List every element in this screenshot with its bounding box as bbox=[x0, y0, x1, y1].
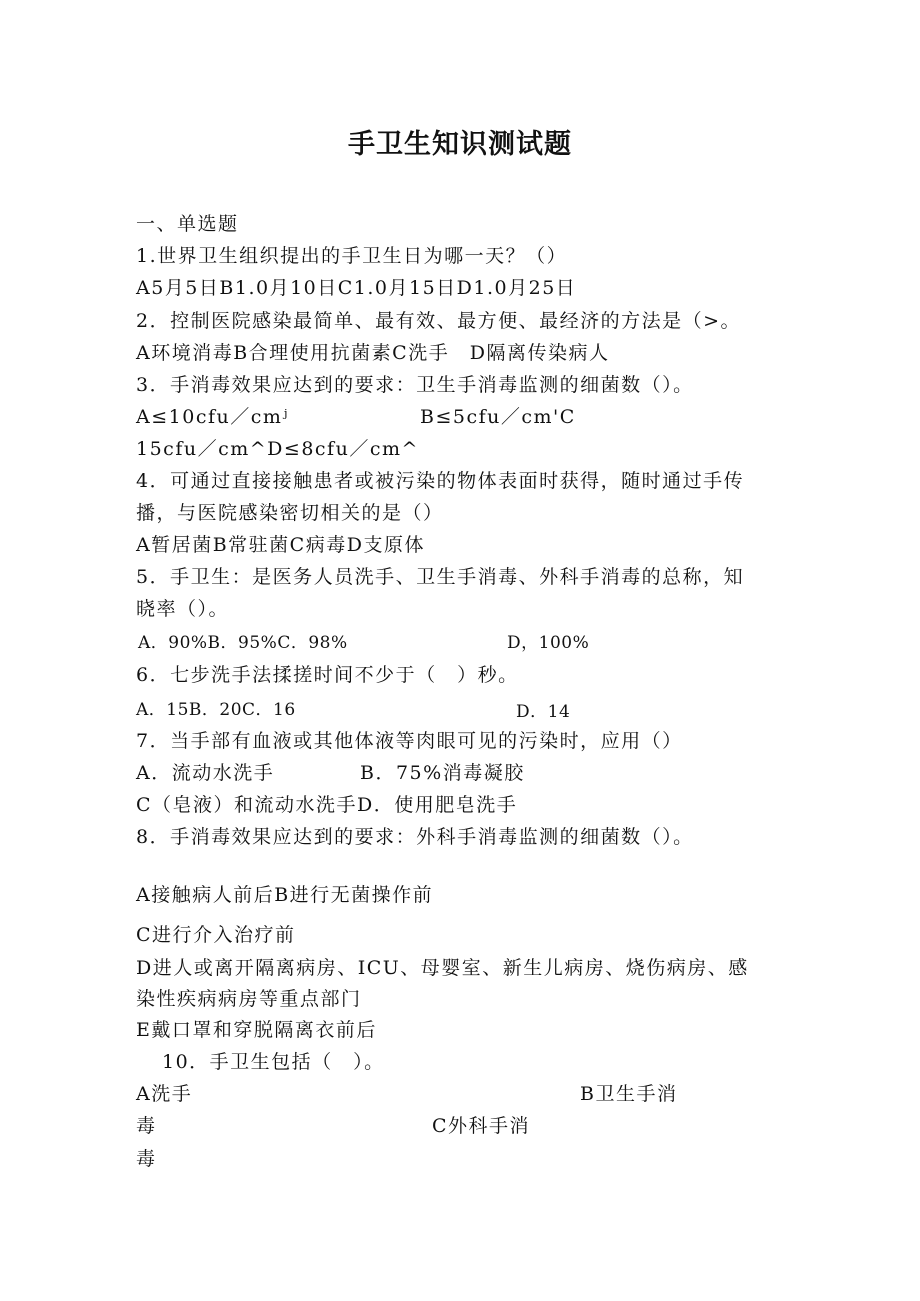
question-7-options-cd: C（皂液）和流动水洗手D．使用肥皂洗手 bbox=[136, 794, 518, 816]
question-9-options-ab: A接触病人前后B进行无菌操作前 bbox=[136, 884, 434, 906]
question-4-line-1: 4．可通过直接接触患者或被污染的物体表面时获得，随时通过手传 bbox=[136, 470, 745, 492]
question-3: 3．手消毒效果应达到的要求：卫生手消毒监测的细菌数（）。 bbox=[136, 374, 694, 396]
question-9-option-d-line-2: 染性疾病病房等重点部门 bbox=[136, 988, 362, 1010]
question-2: 2．控制医院感染最简单、最有效、最方便、最经济的方法是（>。 bbox=[136, 310, 742, 332]
question-6-options-abc: A．15B．20C．16 bbox=[136, 700, 296, 720]
question-3-option-a: A≤10cfu／cmʲ bbox=[136, 406, 289, 428]
question-7-option-b: B．75%消毒凝胶 bbox=[360, 762, 525, 784]
question-7-option-a: A．流动水洗手 bbox=[136, 762, 275, 784]
question-10-option-b-cont: 毒 bbox=[136, 1115, 157, 1137]
question-5-option-d: D，100% bbox=[507, 633, 590, 653]
question-10-option-a: A洗手 bbox=[136, 1083, 193, 1105]
question-9-option-d-line-1: D进人或离开隔离病房、ICU、母婴室、新生儿病房、烧伤病房、感 bbox=[136, 957, 749, 979]
question-9-option-e: E戴口罩和穿脱隔离衣前后 bbox=[136, 1019, 377, 1041]
question-8: 8．手消毒效果应达到的要求：外科手消毒监测的细菌数（）。 bbox=[136, 826, 694, 848]
question-1: 1.世界卫生组织提出的手卫生日为哪一天？（） bbox=[136, 245, 568, 267]
question-10: 10．手卫生包括（ ）。 bbox=[162, 1051, 385, 1073]
question-6-option-d: D．14 bbox=[516, 702, 571, 722]
question-4-line-2: 播，与医院感染密切相关的是（） bbox=[136, 502, 444, 524]
page-title: 手卫生知识测试题 bbox=[348, 129, 572, 160]
section-heading: 一、单选题 bbox=[136, 213, 239, 235]
question-5-line-2: 晓率（）。 bbox=[136, 598, 230, 620]
question-7: 7．当手部有血液或其他体液等肉眼可见的污染时，应用（） bbox=[136, 730, 683, 752]
question-6: 6．七步洗手法揉搓时间不少于（ ）秒。 bbox=[136, 664, 519, 686]
question-5-options-abc: A．90%B．95%C．98% bbox=[138, 633, 348, 653]
question-3-option-b: B≤5cfu／cm'C bbox=[420, 406, 576, 428]
question-4-options: A暂居菌B常驻菌C病毒D支原体 bbox=[136, 534, 425, 556]
question-5-line-1: 5．手卫生：是医务人员洗手、卫生手消毒、外科手消毒的总称，知 bbox=[136, 566, 745, 588]
question-10-option-b: B卫生手消 bbox=[580, 1083, 678, 1105]
question-2-options: A环境消毒B合理使用抗菌素C洗手 D隔离传染病人 bbox=[136, 342, 610, 364]
question-10-option-c-cont: 毒 bbox=[136, 1148, 157, 1170]
question-9-option-c: C进行介入治疗前 bbox=[136, 924, 296, 946]
question-10-option-c: C外科手消 bbox=[432, 1115, 531, 1137]
question-3-option-cont: 15cfu／cm^D≤8cfu／cm^ bbox=[136, 438, 419, 460]
question-1-options: A5月5日B1.0月10日C1.0月15日D1.0月25日 bbox=[136, 277, 577, 299]
